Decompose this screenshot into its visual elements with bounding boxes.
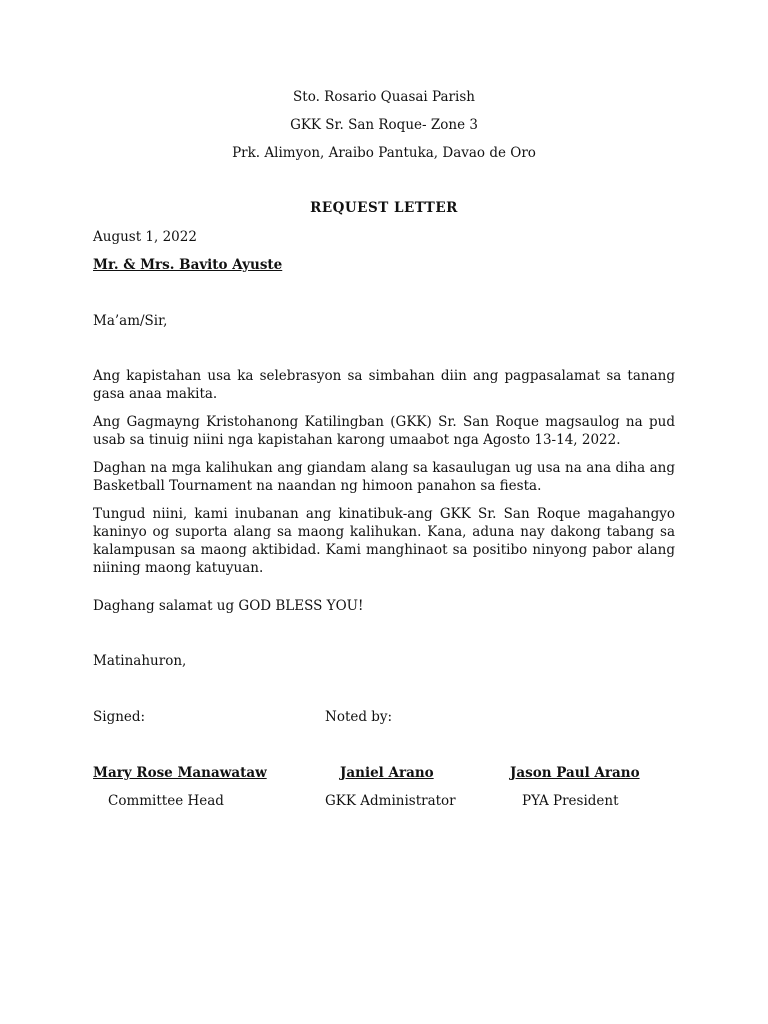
address: Prk. Alimyon, Araibo Pantuka, Davao de Oro bbox=[232, 145, 536, 161]
letter-date: August 1, 2022 bbox=[93, 229, 197, 245]
signatory-name-2: Janiel Arano bbox=[340, 765, 434, 781]
closing-line: Matinahuron, bbox=[93, 653, 187, 669]
signatory-name-1: Mary Rose Manawataw bbox=[93, 765, 267, 781]
paragraph-4: Tungud niini, kami inubanan ang kinatibuk-ang GKK Sr. San Roque magahangyo kaninyo og suporta alang sa maong kalihukan. Kana, aduna nay dakong tabang sa kalampusan sa maong aktibidad. Kami manghinaot sa positibo ninyong pabor alang niining maong katuyuan. bbox=[93, 506, 675, 576]
paragraph-1: Ang kapistahan usa ka selebrasyon sa simbahan diin ang pagpasalamat sa tanang gasa anaa makita. bbox=[93, 368, 675, 402]
signatory-role-2: GKK Administrator bbox=[325, 793, 456, 809]
gkk-zone: GKK Sr. San Roque- Zone 3 bbox=[290, 117, 478, 133]
recipient-name: Mr. & Mrs. Bavito Ayuste bbox=[93, 257, 283, 273]
paragraph-3: Daghan na mga kalihukan ang giandam alang sa kasaulugan ug usa na ana diha ang Basketball Tournament na naandan ng himoon panahon sa fiesta. bbox=[93, 460, 675, 494]
signatory-role-1: Committee Head bbox=[108, 793, 224, 809]
noted-label: Noted by: bbox=[325, 709, 393, 725]
signatory-name-3: Jason Paul Arano bbox=[510, 765, 640, 781]
salutation: Ma’am/Sir, bbox=[93, 313, 168, 329]
signatory-role-3: PYA President bbox=[522, 793, 619, 809]
thanks-line: Daghang salamat ug GOD BLESS YOU! bbox=[93, 598, 364, 614]
paragraph-2: Ang Gagmayng Kristohanong Katilingban (GKK) Sr. San Roque magsaulog na pud usab sa tinuig niini nga kapistahan karong umaabot nga Agosto 13-14, 2022. bbox=[93, 414, 675, 448]
letter-title: REQUEST LETTER bbox=[310, 200, 458, 216]
parish-name: Sto. Rosario Quasai Parish bbox=[293, 89, 475, 105]
signed-label: Signed: bbox=[93, 709, 146, 725]
